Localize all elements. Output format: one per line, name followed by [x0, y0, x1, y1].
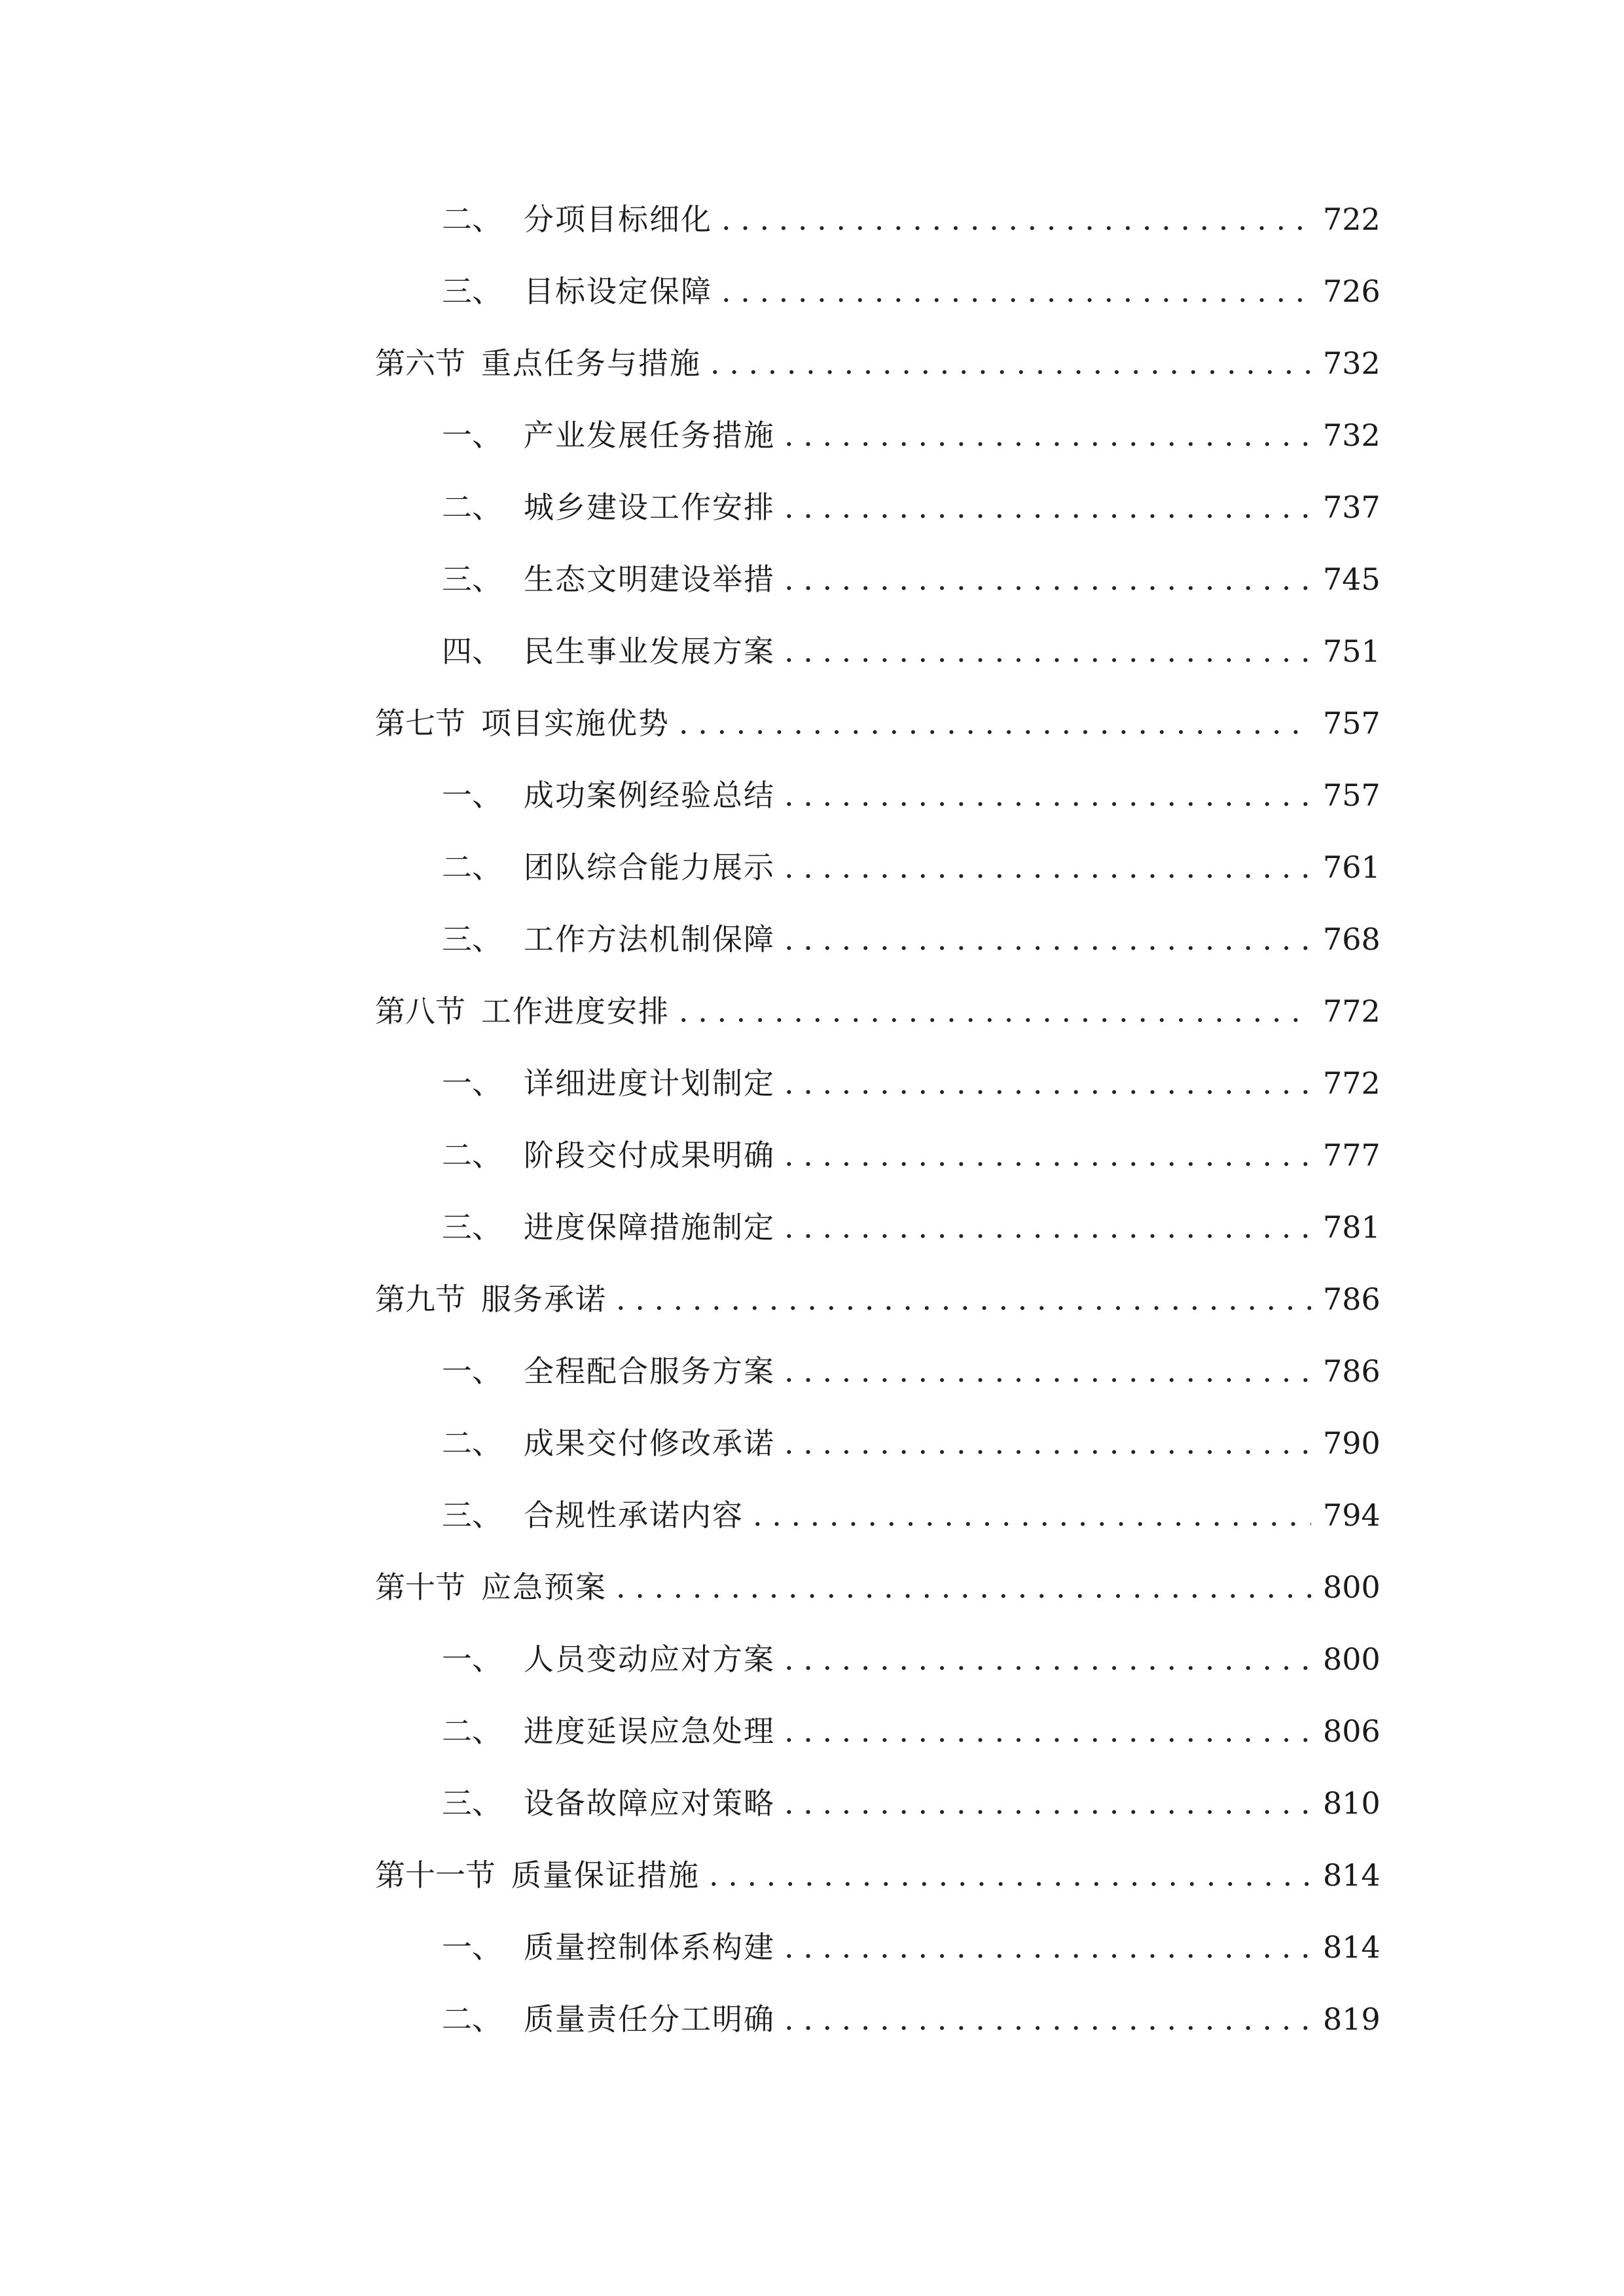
toc-entry-page: 737: [1323, 490, 1380, 525]
dot-leader: [784, 615, 1311, 687]
toc-entry-title: 阶段交付成果明确: [524, 1138, 775, 1173]
toc-entry-page: 819: [1323, 2001, 1380, 2037]
toc-entry[interactable]: [375, 1191, 1380, 1263]
toc-entry-page: 745: [1323, 562, 1380, 597]
dot-leader: [679, 687, 1311, 759]
toc-entry[interactable]: [375, 1047, 1380, 1119]
toc-entry-page: 772: [1323, 1066, 1380, 1101]
toc-entry-title: 进度延误应急处理: [524, 1713, 775, 1749]
toc-entry-page: 726: [1323, 274, 1380, 309]
toc-entry[interactable]: [375, 255, 1380, 327]
toc-entry-page: 814: [1323, 1929, 1380, 1965]
toc-entry-number: 二、: [442, 1713, 502, 1749]
toc-entry-title: 分项目标细化: [524, 202, 712, 237]
toc-section-page: 772: [1323, 994, 1380, 1029]
toc-section-title: 服务承诺: [481, 1282, 607, 1317]
toc-section-page: 800: [1323, 1570, 1380, 1605]
dot-leader: [784, 1407, 1311, 1479]
toc-entry-number: 三、: [442, 562, 502, 597]
toc-entry-number: 一、: [442, 778, 502, 813]
toc-entry-number: 二、: [442, 2001, 502, 2037]
dot-leader: [784, 1119, 1311, 1191]
toc-entry[interactable]: [375, 1119, 1380, 1191]
toc-entry[interactable]: [375, 831, 1380, 903]
toc-section-title: 应急预案: [481, 1570, 607, 1605]
toc-section-number: 第八节: [375, 994, 465, 1029]
toc-entry-number: 三、: [442, 1785, 502, 1821]
toc-entry-title: 全程配合服务方案: [524, 1354, 775, 1389]
toc-entry-title: 进度保障措施制定: [524, 1210, 775, 1245]
toc-entry-number: 一、: [442, 1066, 502, 1101]
dot-leader: [784, 1191, 1311, 1263]
toc-entry-title: 人员变动应对方案: [524, 1641, 775, 1677]
toc-section-number: 第九节: [375, 1282, 465, 1317]
toc-entry[interactable]: [375, 543, 1380, 615]
toc-section-title: 项目实施优势: [481, 706, 670, 741]
toc-entry-page: 781: [1323, 1210, 1380, 1245]
toc-entry[interactable]: [375, 1479, 1380, 1551]
toc-section-number: 第十节: [375, 1570, 465, 1605]
toc-entry-title: 工作方法机制保障: [524, 922, 775, 957]
toc-entry-title: 成果交付修改承诺: [524, 1426, 775, 1461]
dot-leader: [784, 1983, 1311, 2055]
dot-leader: [784, 1047, 1311, 1119]
toc-entry-title: 合规性承诺内容: [524, 1498, 744, 1533]
toc-section-number: 第六节: [375, 346, 465, 381]
toc-entry-page: 768: [1323, 922, 1380, 957]
toc-entry[interactable]: [375, 1407, 1380, 1479]
dot-leader: [784, 1335, 1311, 1407]
toc-entry-page: 732: [1323, 418, 1380, 453]
toc-entry-number: 三、: [442, 1210, 502, 1245]
toc-entry-title: 目标设定保障: [524, 274, 712, 309]
dot-leader: [721, 255, 1311, 327]
dot-leader: [679, 975, 1311, 1047]
toc-entry[interactable]: [375, 1695, 1380, 1767]
toc-entry-title: 详细进度计划制定: [524, 1066, 775, 1101]
toc-section-page: 732: [1323, 346, 1380, 381]
toc-entry-title: 城乡建设工作安排: [524, 490, 775, 525]
toc-section[interactable]: [375, 1551, 1380, 1623]
dot-leader: [784, 903, 1311, 975]
toc-entry-page: 810: [1323, 1785, 1380, 1821]
dot-leader: [784, 831, 1311, 903]
toc-entry-number: 二、: [442, 1426, 502, 1461]
toc-entry-title: 团队综合能力展示: [524, 850, 775, 885]
toc-entry-page: 794: [1323, 1498, 1380, 1533]
dot-leader: [784, 1767, 1311, 1839]
toc-section-page: 786: [1323, 1282, 1380, 1317]
table-of-contents: [375, 183, 1380, 2055]
toc-entry[interactable]: [375, 1911, 1380, 1983]
toc-entry[interactable]: [375, 1623, 1380, 1695]
toc-entry[interactable]: [375, 1983, 1380, 2055]
toc-entry-number: 三、: [442, 274, 502, 309]
toc-entry-number: 一、: [442, 418, 502, 453]
dot-leader: [784, 471, 1311, 543]
toc-section-number: 第七节: [375, 706, 465, 741]
dot-leader: [616, 1551, 1311, 1623]
toc-entry-title: 质量责任分工明确: [524, 2001, 775, 2037]
toc-entry-title: 生态文明建设举措: [524, 562, 775, 597]
toc-entry-number: 三、: [442, 1498, 502, 1533]
toc-section[interactable]: [375, 975, 1380, 1047]
toc-entry[interactable]: [375, 759, 1380, 831]
dot-leader: [710, 327, 1311, 399]
toc-entry[interactable]: [375, 903, 1380, 975]
toc-section[interactable]: [375, 327, 1380, 399]
toc-section[interactable]: [375, 687, 1380, 759]
dot-leader: [784, 1911, 1311, 1983]
toc-entry-page: 786: [1323, 1354, 1380, 1389]
toc-entry[interactable]: [375, 183, 1380, 255]
dot-leader: [784, 543, 1311, 615]
toc-entry-page: 722: [1323, 202, 1380, 237]
toc-section-title: 重点任务与措施: [481, 346, 701, 381]
toc-entry-title: 设备故障应对策略: [524, 1785, 775, 1821]
toc-entry-title: 质量控制体系构建: [524, 1929, 775, 1965]
toc-section-title: 质量保证措施: [511, 1857, 700, 1893]
toc-entry[interactable]: [375, 1335, 1380, 1407]
toc-entry-number: 二、: [442, 202, 502, 237]
toc-entry-page: 806: [1323, 1713, 1380, 1749]
toc-entry-page: 790: [1323, 1426, 1380, 1461]
toc-entry[interactable]: [375, 399, 1380, 471]
toc-entry-title: 民生事业发展方案: [524, 634, 775, 669]
toc-entry-number: 一、: [442, 1354, 502, 1389]
dot-leader: [784, 1623, 1311, 1695]
toc-entry-page: 777: [1323, 1138, 1380, 1173]
dot-leader: [784, 1695, 1311, 1767]
toc-entry[interactable]: [375, 471, 1380, 543]
dot-leader: [753, 1479, 1311, 1551]
toc-entry-number: 一、: [442, 1641, 502, 1677]
toc-entry-number: 一、: [442, 1929, 502, 1965]
toc-entry-page: 757: [1323, 778, 1380, 813]
toc-entry-page: 751: [1323, 634, 1380, 669]
toc-entry-number: 二、: [442, 490, 502, 525]
toc-section-title: 工作进度安排: [481, 994, 670, 1029]
toc-entry-number: 三、: [442, 922, 502, 957]
dot-leader: [721, 183, 1311, 255]
toc-entry[interactable]: [375, 615, 1380, 687]
toc-section-page: 757: [1323, 706, 1380, 741]
toc-entry-number: 二、: [442, 850, 502, 885]
toc-section[interactable]: [375, 1263, 1380, 1335]
toc-section-number: 第十一节: [375, 1857, 496, 1893]
toc-entry-page: 761: [1323, 850, 1380, 885]
toc-entry-page: 800: [1323, 1641, 1380, 1677]
toc-entry-number: 二、: [442, 1138, 502, 1173]
toc-section[interactable]: [375, 1839, 1380, 1911]
dot-leader: [616, 1263, 1311, 1335]
toc-entry-title: 产业发展任务措施: [524, 418, 775, 453]
dot-leader: [784, 759, 1311, 831]
dot-leader: [784, 399, 1311, 471]
toc-entry[interactable]: [375, 1767, 1380, 1839]
toc-section-page: 814: [1323, 1857, 1380, 1893]
toc-entry-number: 四、: [442, 634, 502, 669]
dot-leader: [709, 1839, 1311, 1911]
toc-entry-title: 成功案例经验总结: [524, 778, 775, 813]
